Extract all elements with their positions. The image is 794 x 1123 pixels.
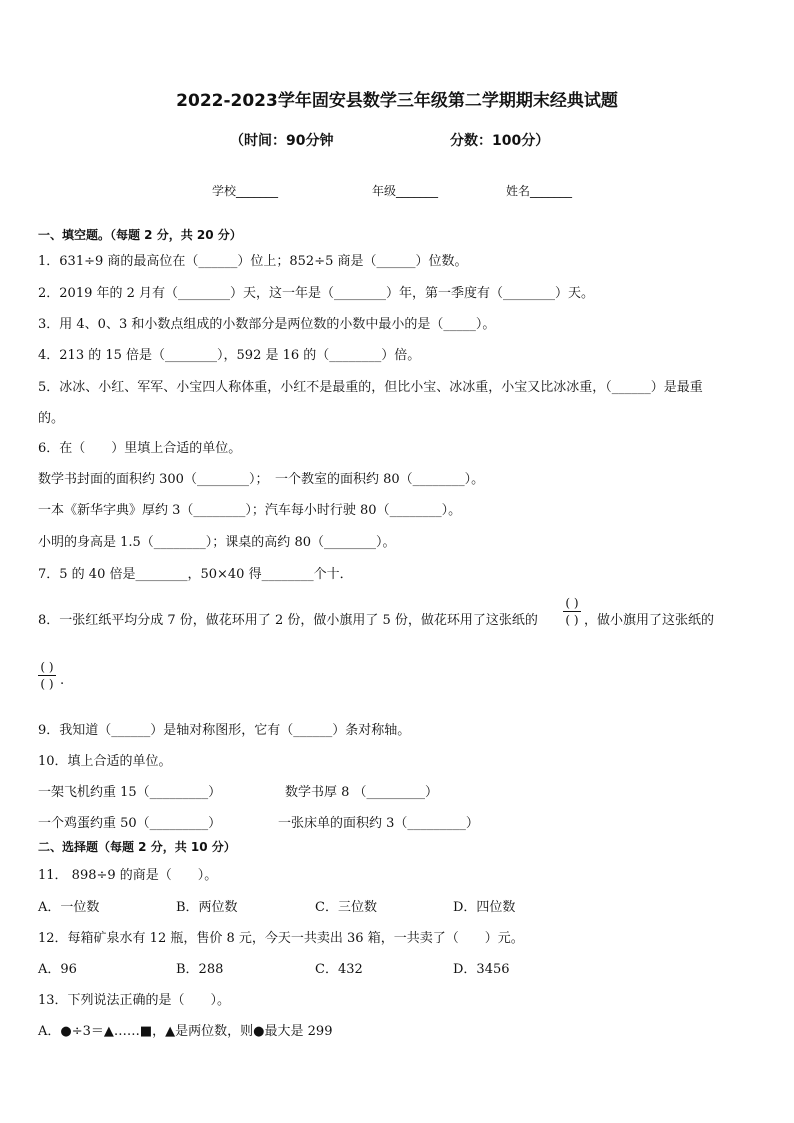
question-6: 6．在（ ）里填上合适的单位。 — [38, 441, 242, 456]
question-3: 3．用 4、0、3 和小数点组成的小数部分是两位数的小数中最小的是（_____）。 — [38, 317, 496, 332]
question-10-row-1b: 数学书厚 8 （_________） — [285, 785, 439, 800]
school-field: 学校_______ — [212, 184, 279, 198]
question-6-row-2: 一本《新华字典》厚约 3（________）；汽车每小时行驶 80（________）。 — [38, 503, 462, 518]
q12-option-d: D．3456 — [453, 962, 510, 977]
q12-option-a: A．96 — [38, 962, 77, 977]
question-11: 11． 898÷9 的商是（ ）。 — [38, 868, 218, 883]
question-8-text-2: ，做小旗用了这张纸的 — [584, 613, 715, 628]
question-8-text: 8．一张红纸平均分成 7 份，做花环用了 2 份，做小旗用了 5 份，做花环用了这张纸的 — [38, 613, 538, 628]
q11-option-a: A．一位数 — [38, 900, 100, 915]
question-8 — [38, 609, 538, 628]
question-13: 13．下列说法正确的是（ ）。 — [38, 993, 231, 1008]
page-title: 2022-2023学年固安县数学三年级第二学期期末经典试题 — [176, 91, 618, 111]
time-limit: （时间：90分钟 — [230, 133, 334, 149]
fraction-blank — [563, 596, 581, 627]
question-10-row-2a: 一个鸡蛋约重 50（_________） — [38, 816, 222, 831]
q13-option-a: A．●÷3＝▲……■，▲是两位数，则●最大是 299 — [38, 1024, 333, 1039]
q12-option-c: C．432 — [315, 962, 363, 977]
question-1: 1．631÷9 商的最高位在（______）位上；852÷5 商是（______）位数。 — [38, 254, 468, 269]
fraction-bar — [563, 611, 581, 612]
fraction-numerator: ( ) — [565, 596, 579, 610]
name-field: 姓名_______ — [506, 184, 573, 198]
q11-option-d: D．四位数 — [453, 900, 516, 915]
question-2: 2．2019 年的 2 月有（________）天，这一年是（________）年，第一季度有（________）天。 — [38, 286, 595, 301]
fraction-blank — [38, 660, 56, 691]
q12-option-b: B．288 — [176, 962, 224, 977]
section-heading-fill: 一、填空题。（每题 2 分，共 20 分） — [38, 228, 242, 242]
q11-option-b: B．两位数 — [176, 900, 238, 915]
fraction-bar — [38, 675, 56, 676]
q11-option-c: C．三位数 — [315, 900, 377, 915]
fraction-denominator: ( ) — [40, 677, 54, 691]
question-5: 5．冰冰、小红、军军、小宝四人称体重，小红不是最重的，但比小宝、冰冰重，小宝又比冰冰重，（______）是最重 — [38, 380, 703, 395]
fraction-denominator: ( ) — [565, 613, 579, 627]
question-6-row-3: 小明的身高是 1.5（________）；课桌的高约 80（________）。 — [38, 535, 396, 550]
question-10: 10．填上合适的单位。 — [38, 754, 172, 769]
total-score: 分数：100分） — [450, 133, 550, 149]
grade-field: 年级_______ — [372, 184, 439, 198]
question-8-end: . — [60, 673, 65, 688]
question-6-row-1: 数学书封面的面积约 300（________）； 一个教室的面积约 80（________）。 — [38, 472, 485, 487]
question-9: 9．我知道（______）是轴对称图形，它有（______）条对称轴。 — [38, 723, 411, 738]
section-heading-choice: 二、选择题（每题 2 分，共 10 分） — [38, 840, 236, 854]
question-5-cont: 的。 — [38, 411, 65, 426]
question-4: 4．213 的 15 倍是（________），592 是 16 的（________）倍。 — [38, 348, 421, 363]
question-7: 7．5 的 40 倍是________，50×40 得________个十． — [38, 567, 353, 582]
question-10-row-1a: 一架飞机约重 15（_________） — [38, 785, 222, 800]
question-10-row-2b: 一张床单的面积约 3（_________） — [278, 816, 479, 831]
fraction-numerator: ( ) — [40, 660, 54, 674]
question-12: 12．每箱矿泉水有 12 瓶，售价 8 元，今天一共卖出 36 箱，一共卖了（ ）元。 — [38, 931, 524, 946]
